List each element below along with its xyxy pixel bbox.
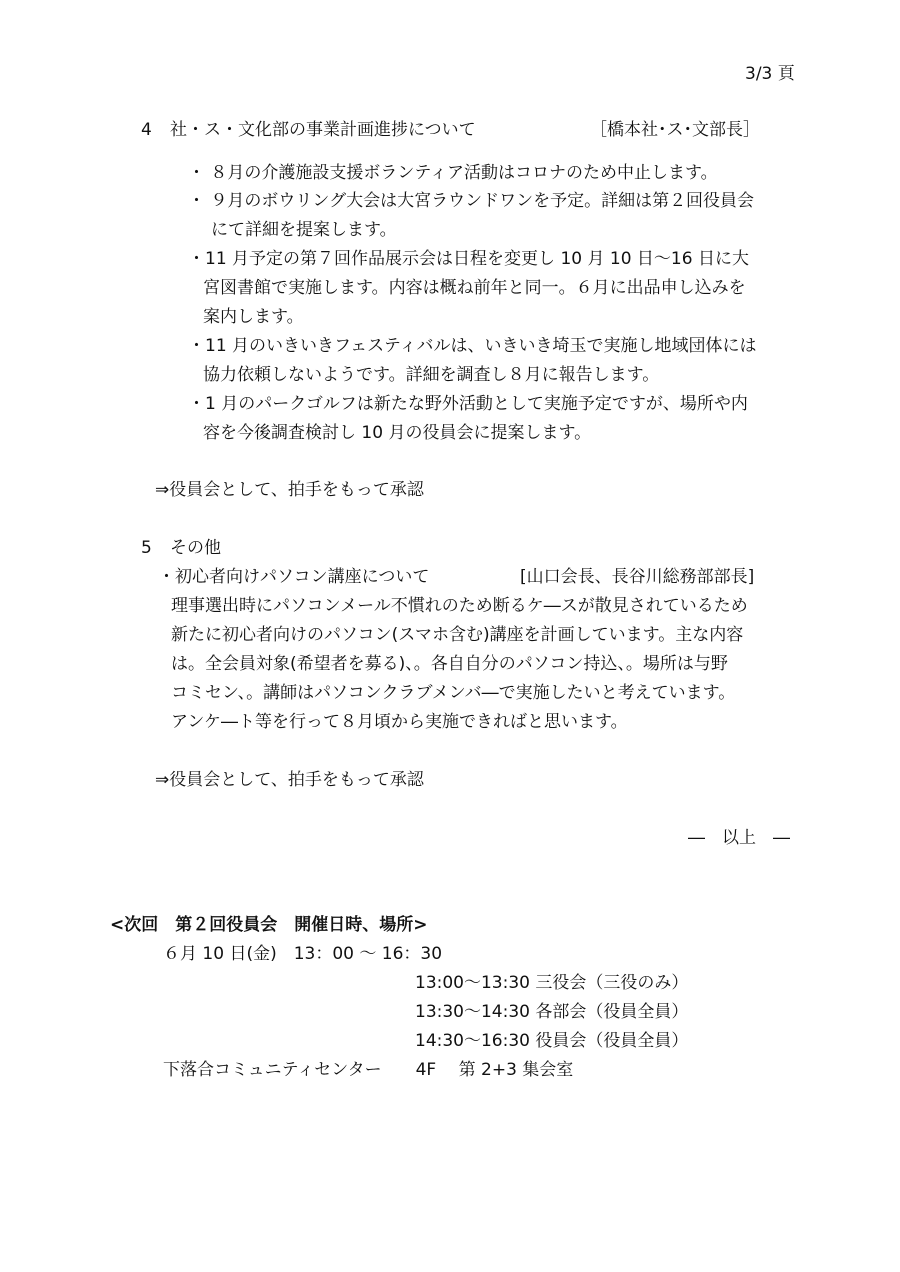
section4-number: 4 — [141, 120, 152, 140]
section5-body-line-3: は。全会員対象(希望者を募る)、。各自自分のパソコン持込、。場所は与野 — [171, 654, 728, 674]
next-meeting-venue: 下落合コミュニティセンター 4F 第 2+3 集会室 — [163, 1060, 574, 1080]
section5-body-line-1: 理事選出時にパソコンメール不慣れのため断るケ―スが散見されているため — [171, 596, 748, 616]
section5-body-line-2: 新たに初心者向けのパソコン(スマホ含む)講座を計画しています。主な内容 — [171, 625, 744, 645]
section4-approval: ⇒役員会として、拍手をもって承認 — [155, 480, 424, 500]
section4-title: 社・ス・文化部の事業計画進捗について — [170, 120, 476, 140]
section4-bullet-2-line-1: ・ ９月のボウリング大会は大宮ラウンドワンを予定。詳細は第２回役員会 — [188, 191, 755, 211]
section4-bullet-4-line-1: ・11 月のいきいきフェスティバルは、いきいき埼玉で実施し地域団体には — [188, 336, 757, 356]
section4-bullet-2-line-2: にて詳細を提案します。 — [211, 220, 397, 240]
section5-number: 5 — [141, 538, 152, 558]
section5-body-line-4: コミセン、。講師はパソコンクラブメンバ―で実施したいと考えています。 — [171, 683, 736, 703]
section4-bullet-3-line-1: ・11 月予定の第７回作品展示会は日程を変更し 10 月 10 日～16 日に大 — [188, 249, 749, 269]
section5-presenter: [山口会長、長谷川総務部部長] — [520, 567, 755, 587]
section5-item-title: ・初心者向けパソコン講座について — [158, 567, 430, 587]
section4-bullet-5-line-2: 容を今後調査検討し 10 月の役員会に提案します。 — [203, 423, 592, 443]
section5-body-line-5: アンケ―ト等を行って８月頃から実施できればと思います。 — [171, 712, 628, 732]
section4-bullet-4-line-2: 協力依頼しないようです。詳細を調査し８月に報告します。 — [203, 365, 660, 385]
section4-bullet-3-line-2: 宮図書館で実施します。内容は概ね前年と同一。６月に出品申し込みを — [203, 278, 746, 298]
section5-approval: ⇒役員会として、拍手をもって承認 — [155, 770, 424, 790]
closing-mark: ― 以上 ― — [688, 828, 790, 848]
next-meeting-heading: <次回 第２回役員会 開催日時、場所> — [110, 915, 428, 935]
section5-title: その他 — [170, 538, 221, 558]
next-meeting-datetime: ６月 10 日(金) 13：00 ～ 16：30 — [163, 944, 443, 964]
schedule-item-2: 13:30～14:30 各部会（役員全員） — [415, 1002, 689, 1022]
section4-bullet-5-line-1: ・1 月のパークゴルフは新たな野外活動として実施予定ですが、場所や内 — [188, 394, 748, 414]
schedule-item-1: 13:00～13:30 三役会（三役のみ） — [415, 973, 689, 993]
page-number: 3/3 頁 — [745, 64, 795, 84]
section4-bullet-1-line-1: ・ ８月の介護施設支援ボランティア活動はコロナのため中止します。 — [188, 163, 718, 183]
section4-bullet-3-line-3: 案内します。 — [203, 307, 304, 327]
schedule-item-3: 14:30～16:30 役員会（役員全員） — [415, 1031, 689, 1051]
section4-presenter: ［橋本社･ス･文部長］ — [590, 120, 760, 140]
